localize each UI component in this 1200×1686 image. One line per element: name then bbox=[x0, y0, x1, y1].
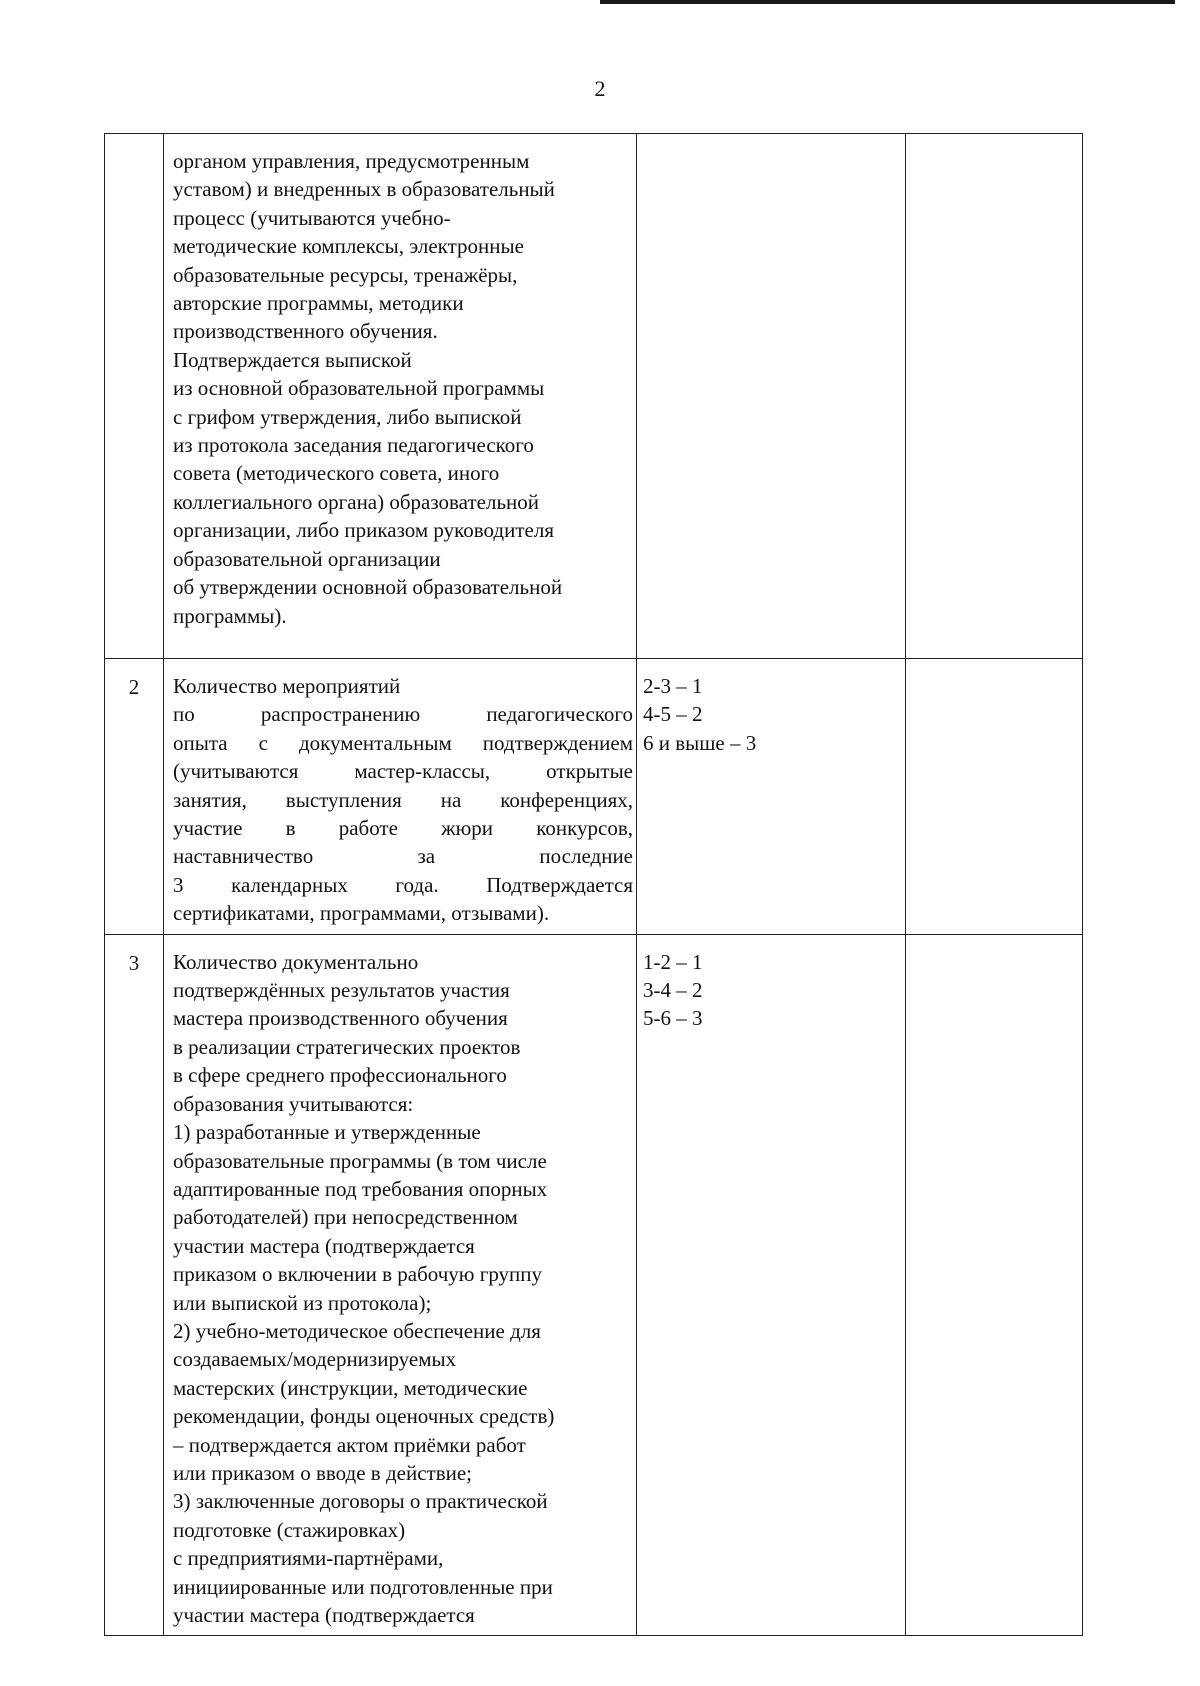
description-line: работодателей) при непосредственном bbox=[173, 1205, 518, 1230]
description-line: производственного обучения. bbox=[173, 319, 438, 344]
description-line: мастера производственного обучения bbox=[173, 1006, 508, 1031]
description-line: или выпиской из протокола); bbox=[173, 1290, 432, 1315]
description-cell bbox=[164, 134, 637, 659]
description-line: мастерских (инструкции, методические bbox=[173, 1375, 528, 1400]
description-line: опыта с документальным подтверждением bbox=[173, 730, 633, 755]
description-line: органом управления, предусмотренным bbox=[173, 149, 530, 173]
description-line: образовательной организации bbox=[173, 546, 441, 571]
description-line: подготовке (стажировках) bbox=[173, 1517, 406, 1542]
description-line: или приказом о вводе в действие; bbox=[173, 1460, 473, 1485]
page-number: 2 bbox=[594, 76, 606, 101]
description-cell bbox=[164, 934, 637, 1636]
score-line: 2-3 – 1 bbox=[643, 674, 703, 698]
table-row bbox=[105, 934, 1083, 1636]
description-line: уставом) и внедренных в образовательный bbox=[173, 177, 555, 202]
description-line: 3) заключенные договоры о практической bbox=[173, 1489, 548, 1514]
score-cell bbox=[637, 934, 906, 1636]
description-line: Количество документально bbox=[173, 949, 419, 974]
description-line: сертификатами, программами, отзывами). bbox=[173, 901, 550, 926]
description-cell bbox=[164, 659, 637, 935]
description-line: программы). bbox=[173, 603, 287, 628]
description-line: с предприятиями-партнёрами, bbox=[173, 1546, 444, 1571]
description-line: адаптированные под требования опорных bbox=[173, 1176, 548, 1201]
description-line: Количество мероприятий bbox=[173, 674, 401, 698]
score-cell bbox=[637, 659, 906, 935]
description-line: 3 календарных года. Подтверждается bbox=[173, 872, 633, 897]
table-row bbox=[105, 134, 1083, 659]
score-line: 5-6 – 3 bbox=[643, 1006, 703, 1031]
description-line: Подтверждается выпиской bbox=[173, 347, 412, 372]
description-line: из протокола заседания педагогического bbox=[173, 433, 534, 458]
description-line: 2) учебно-методическое обеспечение для bbox=[173, 1318, 541, 1343]
description-line: рекомендации, фонды оценочных средств) bbox=[173, 1404, 555, 1429]
row-number-cell bbox=[105, 134, 164, 659]
description-line: коллегиального органа) образовательной bbox=[173, 489, 539, 514]
description-line: – подтверждается актом приёмки работ bbox=[173, 1432, 526, 1457]
score-line: 4-5 – 2 bbox=[643, 702, 703, 727]
description-line: 1) разработанные и утвержденные bbox=[173, 1120, 481, 1145]
criteria-table bbox=[104, 133, 1083, 1636]
table-row bbox=[105, 659, 1083, 935]
description-line: подтверждённых результатов участия bbox=[173, 978, 510, 1003]
extra-cell bbox=[906, 659, 1083, 935]
description-line: участие в работе жюри конкурсов, bbox=[173, 816, 633, 841]
description-line: образовательные ресурсы, тренажёры, bbox=[173, 262, 518, 287]
extra-cell bbox=[906, 134, 1083, 659]
description-line: методические комплексы, электронные bbox=[173, 234, 524, 259]
description-line: авторские программы, методики bbox=[173, 291, 464, 316]
description-line: наставничество за последние bbox=[173, 844, 633, 869]
score-cell bbox=[637, 134, 906, 659]
row-number-cell: 2 bbox=[105, 659, 164, 935]
description-line: об утверждении основной образовательной bbox=[173, 575, 563, 600]
score-line: 3-4 – 2 bbox=[643, 978, 703, 1003]
description-line: из основной образовательной программы bbox=[173, 376, 545, 401]
score-line: 1-2 – 1 bbox=[643, 949, 703, 974]
description-line: создаваемых/модернизируемых bbox=[173, 1347, 457, 1372]
description-line: занятия, выступления на конференциях, bbox=[173, 787, 633, 812]
description-line: инициированные или подготовленные при bbox=[173, 1574, 553, 1599]
description-line: образования учитываются: bbox=[173, 1091, 414, 1116]
description-line: процесс (учитываются учебно- bbox=[173, 205, 451, 230]
description-line: в сфере среднего профессионального bbox=[173, 1063, 507, 1088]
score-line: 6 и выше – 3 bbox=[643, 730, 757, 755]
description-line: образовательные программы (в том числе bbox=[173, 1148, 547, 1173]
top-border-rule bbox=[600, 0, 1175, 4]
description-line: с грифом утверждения, либо выпиской bbox=[173, 404, 522, 429]
description-line: организации, либо приказом руководителя bbox=[173, 518, 554, 543]
description-line: (учитываются мастер-классы, открытые bbox=[173, 759, 633, 784]
row-number-cell: 3 bbox=[105, 934, 164, 1636]
description-line: в реализации стратегических проектов bbox=[173, 1034, 521, 1059]
description-line: по распространению педагогического bbox=[173, 702, 633, 727]
description-line: совета (методического совета, иного bbox=[173, 461, 500, 486]
description-line: участии мастера (подтверждается bbox=[173, 1233, 475, 1258]
extra-cell bbox=[906, 934, 1083, 1636]
description-line: участии мастера (подтверждается bbox=[173, 1603, 475, 1627]
description-line: приказом о включении в рабочую группу bbox=[173, 1262, 543, 1287]
